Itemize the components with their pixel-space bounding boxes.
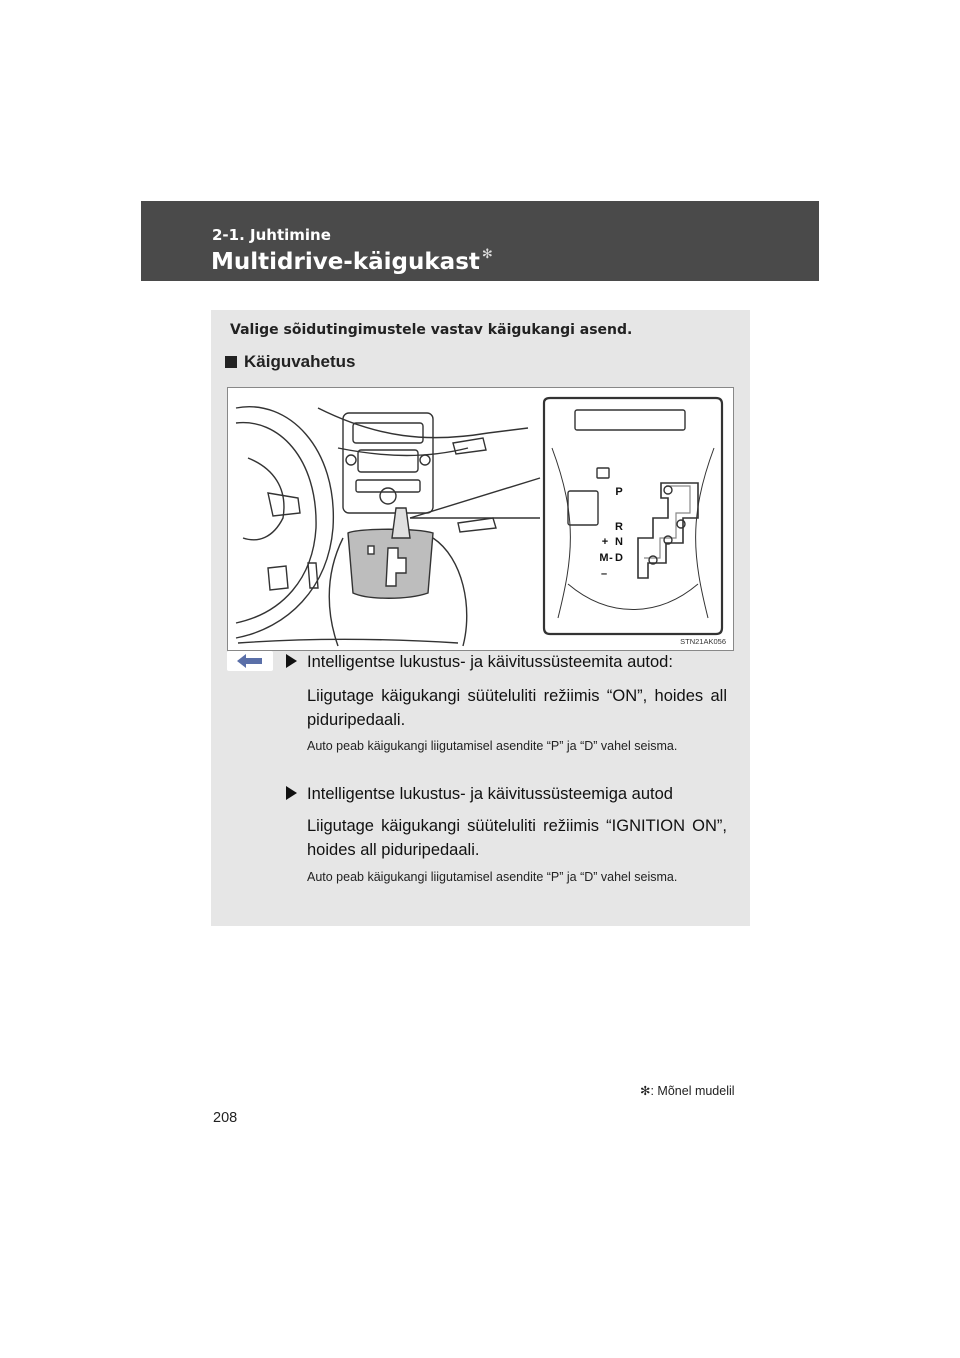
gear-label-n: N <box>615 536 623 548</box>
callout-line <box>410 478 540 518</box>
square-bullet-icon <box>225 356 237 368</box>
bullet-item-2-text: Intelligentse lukustus- ja käivitussüsteemiga autod <box>307 785 673 803</box>
gear-label-plus: + <box>601 536 609 548</box>
body-text-2: Liigutage käigukangi süüteluliti režiimis “IGNITION ON”, hoides all piduripedaali. <box>307 817 727 859</box>
bullet-item-2 <box>286 785 673 804</box>
shift-lever-illustration <box>227 387 734 651</box>
illustration-svg <box>228 388 733 650</box>
content-panel <box>211 310 750 926</box>
center-stack <box>343 413 433 513</box>
intro-text: Valige sõidutingimustele vastav käigukangi asend. <box>230 322 633 338</box>
gear-label-r: R <box>615 521 623 533</box>
subheading-text: Käiguvahetus <box>244 352 356 371</box>
shift-gate <box>638 483 698 578</box>
section-label: 2-1. Juhtimine <box>212 226 331 244</box>
svg-text:-: - <box>609 552 613 564</box>
page-title-text: Multidrive-käigukast <box>211 249 480 275</box>
page-number: 208 <box>213 1110 238 1126</box>
footnote-mark: ✻ <box>481 247 493 262</box>
subheading <box>225 352 355 372</box>
bullet-item-1 <box>286 653 673 672</box>
left-arrow-icon <box>227 651 273 671</box>
gear-label-p: P <box>615 486 623 498</box>
body-text-1: Liigutage käigukangi süüteluliti režiimis “ON”, hoides all piduripedaali. <box>307 687 727 729</box>
chapter-header <box>141 201 819 281</box>
page-title <box>211 249 493 275</box>
zoom-panel <box>544 398 722 634</box>
gear-label-m: M <box>599 552 609 564</box>
triangle-bullet-icon <box>286 654 297 668</box>
footnote: ✻: Mõnel mudelil <box>640 1084 735 1098</box>
steering-wheel <box>236 407 333 638</box>
back-button[interactable] <box>227 651 273 671</box>
gear-label-minus: – <box>600 568 608 580</box>
triangle-bullet-icon <box>286 786 297 800</box>
gear-label-d: D <box>615 552 623 564</box>
note-text-1: Auto peab käigukangi liigutamisel asendite “P” ja “D” vahel seisma. <box>307 739 678 753</box>
figure-code: STN21AK056 <box>680 637 726 646</box>
bullet-item-1-text: Intelligentse lukustus- ja käivitussüsteemita autod: <box>307 653 673 671</box>
note-text-2: Auto peab käigukangi liigutamisel asendite “P” ja “D” vahel seisma. <box>307 870 678 884</box>
